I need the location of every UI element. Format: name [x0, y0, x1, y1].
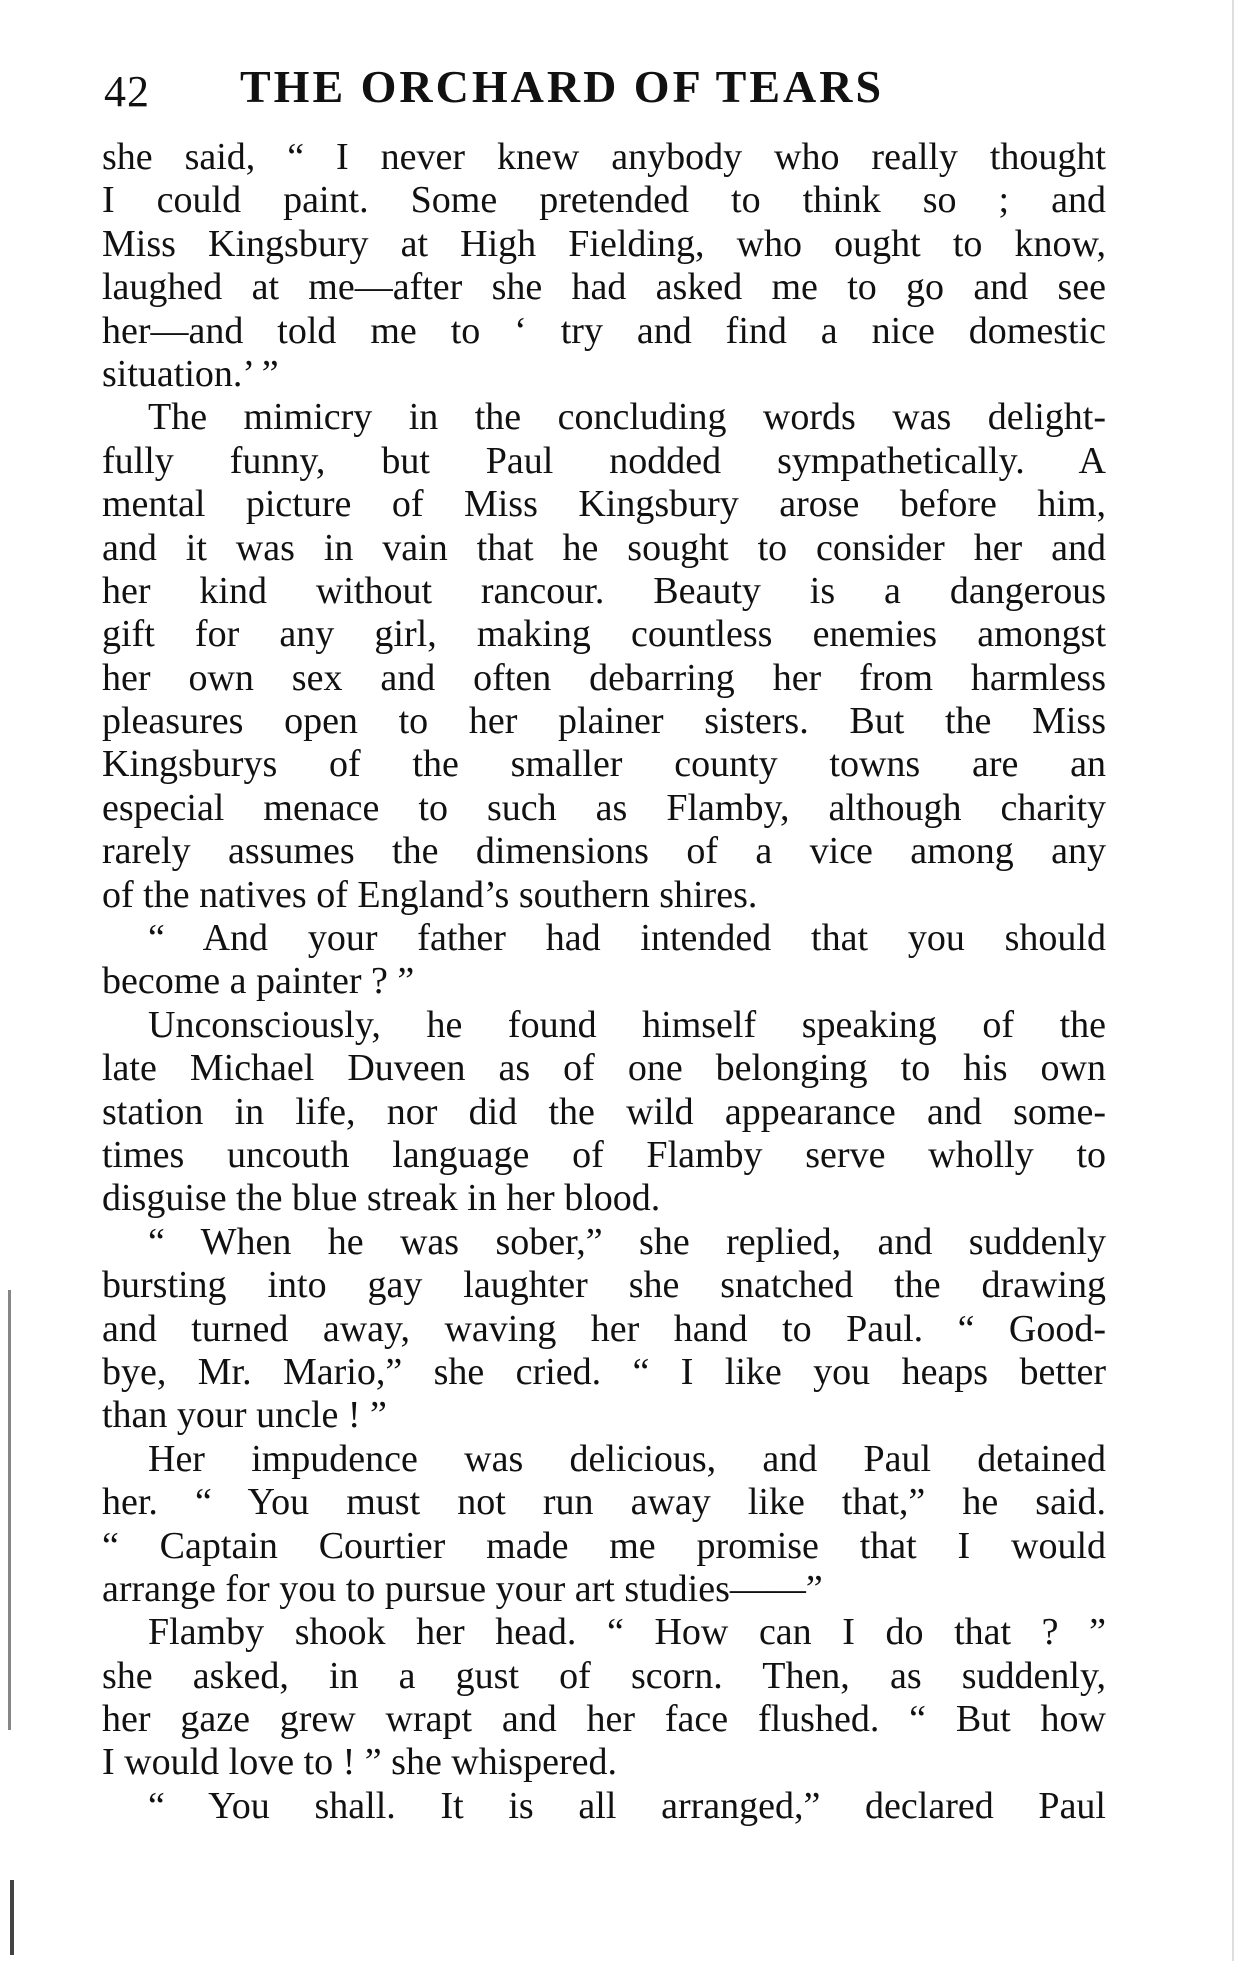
text-line: bursting into gay laughter she snatched the drawing	[102, 1264, 1106, 1307]
text-line: her gaze grew wrapt and her face flushed. “ But how	[102, 1698, 1106, 1741]
scan-edge-mark	[1232, 0, 1234, 1961]
text-line: I could paint. Some pretended to think so ; and	[102, 179, 1106, 222]
text-line: station in life, nor did the wild appearance and some-	[102, 1090, 1106, 1133]
page-number: 42	[104, 67, 150, 116]
running-title: THE ORCHARD OF TEARS	[240, 61, 885, 112]
text-line: Unconsciously, he found himself speaking of the	[148, 1003, 1106, 1046]
text-line: fully funny, but Paul nodded sympathetically. A	[102, 439, 1106, 482]
text-line: Flamby shook her head. “ How can I do that ? ”	[148, 1611, 1106, 1654]
text-line: her kind without rancour. Beauty is a dangerous	[102, 569, 1106, 612]
text-line: “ Captain Courtier made me promise that I would	[102, 1524, 1106, 1567]
text-line: times uncouth language of Flamby serve wholly to	[102, 1133, 1106, 1176]
text-line: rarely assumes the dimensions of a vice among any	[102, 830, 1106, 873]
text-line: The mimicry in the concluding words was delight-	[148, 396, 1106, 439]
text-line: especial menace to such as Flamby, although charity	[102, 786, 1106, 829]
text-line: “ And your father had intended that you should	[148, 917, 1106, 960]
text-line: “ When he was sober,” she replied, and suddenly	[148, 1220, 1106, 1263]
text-line: arrange for you to pursue your art studies——”	[102, 1567, 823, 1610]
text-line: she asked, in a gust of scorn. Then, as suddenly,	[102, 1654, 1106, 1697]
text-line: situation.’ ”	[102, 352, 279, 395]
text-line: she said, “ I never knew anybody who really thought	[102, 136, 1106, 178]
text-line: than your uncle ! ”	[102, 1394, 387, 1437]
text-line: “ You shall. It is all arranged,” declared Paul	[148, 1784, 1106, 1827]
page-header	[104, 58, 984, 118]
text-line: laughed at me—after she had asked me to go and see	[102, 266, 1106, 309]
scan-edge-mark	[8, 1290, 11, 1730]
text-line: disguise the blue streak in her blood.	[102, 1177, 661, 1220]
text-line: I would love to ! ” she whispered.	[102, 1741, 617, 1784]
text-line: her. “ You must not run away like that,” he said.	[102, 1481, 1106, 1524]
scan-edge-mark	[10, 1880, 14, 1955]
text-line: and it was in vain that he sought to consider her and	[102, 526, 1106, 569]
text-line: pleasures open to her plainer sisters. But the Miss	[102, 700, 1106, 743]
body-text	[102, 136, 1106, 1828]
text-line: of the natives of England’s southern shires.	[102, 873, 758, 916]
text-line: her—and told me to ‘ try and find a nice domestic	[102, 309, 1106, 352]
text-line: her own sex and often debarring her from harmless	[102, 656, 1106, 699]
text-line: Her impudence was delicious, and Paul detained	[148, 1437, 1106, 1480]
text-line: Miss Kingsbury at High Fielding, who ought to know,	[102, 222, 1106, 265]
text-line: Kingsburys of the smaller county towns are an	[102, 743, 1106, 786]
text-line: become a painter ? ”	[102, 960, 415, 1003]
text-line: mental picture of Miss Kingsbury arose before him,	[102, 483, 1106, 526]
text-line: late Michael Duveen as of one belonging to his own	[102, 1047, 1106, 1090]
text-line: and turned away, waving her hand to Paul. “ Good-	[102, 1307, 1106, 1350]
text-line: gift for any girl, making countless enemies amongst	[102, 613, 1106, 656]
text-line: bye, Mr. Mario,” she cried. “ I like you heaps better	[102, 1350, 1106, 1393]
